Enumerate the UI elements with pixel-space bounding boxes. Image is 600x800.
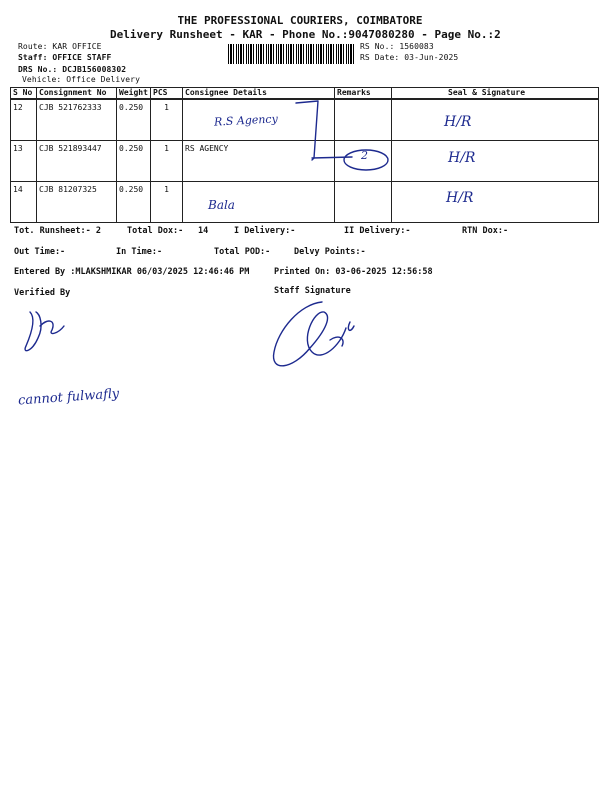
total-dox-label: Total Dox:- — [127, 226, 184, 236]
handwritten-remark-row13: 2 — [361, 149, 368, 162]
row-weight: 0.250 — [117, 99, 151, 141]
row-pcs: 1 — [151, 141, 183, 182]
printed-on: Printed On: 03-06-2025 12:56:58 — [274, 267, 433, 277]
delvy-points: Delvy Points:- — [294, 247, 366, 257]
row-consignee: RS AGENCY — [183, 141, 335, 182]
drs-number: DRS No.: DCJB156008302 — [18, 65, 127, 74]
row-pcs: 1 — [151, 182, 183, 223]
verified-signature — [25, 312, 64, 351]
out-time: Out Time:- — [14, 247, 66, 257]
col-header-remarks: Remarks — [335, 88, 392, 100]
rs-number: RS No.: 1560083 — [360, 42, 434, 51]
staff-signature-label: Staff Signature — [274, 286, 351, 296]
col-header-weight: Weight — [117, 88, 151, 100]
total-pod: Total POD:- — [214, 247, 271, 257]
handwritten-consignee-row14: Bala — [208, 198, 235, 212]
entered-by: Entered By :MLAKSHMIKAR 06/03/2025 12:46:46 PM — [14, 267, 250, 277]
rs-date: RS Date: 03-Jun-2025 — [360, 53, 459, 62]
col-header-consignee: Consignee Details — [183, 88, 335, 100]
col-header-seal: Seal & Signature — [392, 88, 599, 100]
bracket-stroke — [296, 101, 318, 160]
row-pcs: 1 — [151, 99, 183, 141]
row-consignment: CJB 81207325 — [37, 182, 117, 223]
total-dox-value: 14 — [198, 226, 209, 236]
remark-circle — [344, 150, 388, 170]
row-sno: 12 — [11, 99, 37, 141]
col-header-consignment: Consignment No — [37, 88, 117, 100]
row-weight: 0.250 — [117, 141, 151, 182]
ii-delivery: II Delivery:- — [344, 226, 411, 236]
row-consignment: CJB 521893447 — [37, 141, 117, 182]
rtn-dox: RTN Dox:- — [462, 226, 509, 236]
seal-mark-row14: H/R — [446, 190, 474, 206]
row-sno: 14 — [11, 182, 37, 223]
row-weight: 0.250 — [117, 182, 151, 223]
seal-mark-row12: H/R — [444, 114, 472, 130]
runsheet-subtitle: Delivery Runsheet - KAR - Phone No.:9047080280 - Page No.:2 — [110, 28, 501, 41]
row-consignment: CJB 521762333 — [37, 99, 117, 141]
staff-text: Staff: OFFICE STAFF — [18, 53, 112, 62]
in-time: In Time:- — [116, 247, 163, 257]
vehicle-text: Vehicle: Office Delivery — [22, 75, 140, 84]
tot-runsheet: Tot. Runsheet:- 2 — [14, 226, 101, 236]
row-sno: 13 — [11, 141, 37, 182]
route-text: Route: KAR OFFICE — [18, 42, 102, 51]
handwritten-note: cannot fulwafly — [17, 386, 120, 409]
handwritten-consignee-row12: R.S Agency — [213, 112, 279, 129]
col-header-pcs: PCS — [151, 88, 183, 100]
verified-by-label: Verified By — [14, 288, 71, 298]
arrow-stroke — [312, 157, 352, 158]
col-header-sno: S No — [11, 88, 37, 100]
staff-signature — [274, 302, 354, 366]
seal-mark-row13: H/R — [448, 150, 476, 166]
company-title: THE PROFESSIONAL COURIERS, COIMBATORE — [177, 14, 423, 27]
i-delivery: I Delivery:- — [234, 226, 296, 236]
